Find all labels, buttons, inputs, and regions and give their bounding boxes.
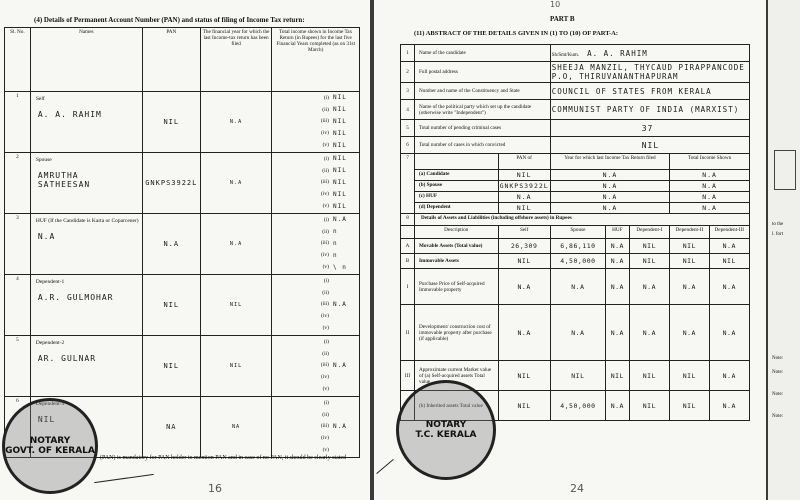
income-subrow bbox=[272, 153, 359, 165]
assets-value: 4,50,000 bbox=[550, 391, 605, 421]
edge-text-2: l. fort bbox=[772, 232, 784, 237]
year-index: (i) bbox=[323, 216, 329, 223]
year-index: (iii) bbox=[320, 301, 329, 308]
assets-value: NIL bbox=[670, 254, 709, 269]
row-fy-value: NA bbox=[200, 397, 272, 458]
income-subrow bbox=[272, 322, 359, 334]
abstract-value: NIL bbox=[641, 140, 660, 150]
assets-desc: Approximate current Market value of (a) Self-acquired assets Total value bbox=[415, 361, 499, 391]
pan-row bbox=[401, 192, 750, 203]
row-name-value: AR. GULNAR bbox=[37, 354, 97, 363]
row-pan-value: NIL bbox=[142, 275, 200, 336]
year-index: (ii) bbox=[322, 350, 329, 357]
income-value: N.A bbox=[333, 361, 347, 369]
left-footnote: (PAN) is mandatory for PAN holder to mention PAN and in case of no PAN, it should be clearly stated bbox=[100, 455, 347, 461]
income-subrow bbox=[272, 371, 359, 383]
pan-row-year: N.A bbox=[550, 192, 670, 203]
assets-value: NIL bbox=[670, 361, 709, 391]
abstract-value-cell bbox=[550, 120, 749, 137]
pan-row-pan: NIL bbox=[498, 170, 550, 181]
blank-cell bbox=[415, 154, 499, 170]
assets-value: NIL bbox=[670, 391, 709, 421]
income-subrow bbox=[272, 214, 359, 226]
row-name-value: AMRUTHA SATHEESAN bbox=[37, 171, 91, 189]
income-subrow bbox=[272, 165, 359, 177]
row-name-value: NIL bbox=[37, 415, 56, 424]
edge-note-4: Note: bbox=[772, 414, 784, 419]
income-subrow bbox=[272, 188, 359, 200]
income-subrow bbox=[272, 421, 359, 433]
year-index: (ii) bbox=[322, 228, 329, 235]
income-subrow bbox=[272, 127, 359, 139]
year-index: (ii) bbox=[322, 411, 329, 418]
income-subrow bbox=[272, 409, 359, 421]
pan-header-row bbox=[401, 154, 750, 170]
assets-value: N.A bbox=[629, 269, 670, 305]
assets-value: N.A bbox=[709, 269, 750, 305]
income-col-header: Total Income Shown bbox=[670, 154, 750, 170]
abstract-value-cell bbox=[550, 83, 749, 100]
abstract-value-cell bbox=[550, 62, 749, 83]
pan-row-year: N.A bbox=[550, 203, 670, 214]
assets-value: N.A bbox=[606, 239, 629, 254]
row-number: 4 bbox=[5, 275, 31, 336]
income-subrow bbox=[272, 177, 359, 189]
assets-value: N.A bbox=[709, 305, 750, 361]
next-page-edge bbox=[768, 0, 800, 500]
assets-value: N.A bbox=[670, 269, 709, 305]
assets-desc: Development/ construction cost of immovable property after purchase (if applicable) bbox=[415, 305, 499, 361]
year-index: (ii) bbox=[322, 289, 329, 296]
row-fy-value: NIL bbox=[200, 336, 272, 397]
assets-row bbox=[401, 305, 750, 361]
left-heading: (4) Details of Permanent Account Number (PAN) and status of filing of Income Tax return: bbox=[34, 16, 305, 24]
abstract-label: Name of the candidate bbox=[415, 45, 551, 62]
assets-value: N.A bbox=[498, 269, 550, 305]
abstract-number: 7 bbox=[401, 154, 415, 214]
year-index: (ii) bbox=[322, 106, 329, 113]
stamp-text-right: NOTARY T.C. KERALA bbox=[415, 420, 477, 440]
edge-note-1: Note: bbox=[772, 356, 784, 361]
income-value: NIL bbox=[333, 202, 347, 210]
income-value: N.A bbox=[333, 300, 347, 308]
row-income-cell bbox=[272, 397, 360, 458]
row-fy-value: N.A bbox=[200, 153, 272, 214]
pan-col-header: PAN of bbox=[498, 154, 550, 170]
income-subrow bbox=[272, 92, 359, 104]
assets-value: NIL bbox=[629, 391, 670, 421]
row-number: 3 bbox=[5, 214, 31, 275]
income-subrow bbox=[272, 299, 359, 311]
assets-value: NIL bbox=[670, 239, 709, 254]
abstract-value: A. A. RAHIM bbox=[587, 48, 648, 58]
row-label: Dependent-1 bbox=[35, 279, 65, 285]
assets-value: N.A bbox=[709, 391, 750, 421]
income-subrow bbox=[272, 226, 359, 238]
income-subrow bbox=[272, 336, 359, 348]
abstract-value-cell bbox=[550, 100, 749, 120]
income-value: \ n bbox=[333, 263, 347, 271]
year-index: (iii) bbox=[320, 118, 329, 125]
signature-mark bbox=[94, 474, 154, 483]
col-slno: Sl. No. bbox=[5, 28, 31, 92]
pan-row-label: (d) Dependent bbox=[415, 203, 499, 214]
abstract-number: 1 bbox=[401, 45, 415, 62]
assets-col-header: Dependent-II bbox=[670, 226, 709, 239]
income-subrow bbox=[272, 261, 359, 273]
year-index: (iv) bbox=[321, 252, 329, 259]
abstract-number: 5 bbox=[401, 120, 415, 137]
assets-col-header: Self bbox=[498, 226, 550, 239]
row-names-cell bbox=[30, 153, 142, 214]
pan-status-table bbox=[4, 27, 360, 458]
pan-row-pan: N.A bbox=[498, 192, 550, 203]
row-number: 6 bbox=[5, 397, 31, 458]
assets-value: NIL bbox=[629, 254, 670, 269]
year-col-header: Year for which last Income Tax Return filed bbox=[550, 154, 670, 170]
assets-code: B bbox=[401, 254, 415, 269]
assets-value: N.A bbox=[498, 305, 550, 361]
assets-code: A bbox=[401, 239, 415, 254]
abstract-number: 8 bbox=[401, 214, 415, 226]
assets-desc: Purchase Price of Self-acquired Immovable property bbox=[415, 269, 499, 305]
row-label: Dependent-3 bbox=[35, 401, 65, 407]
income-value: NIL bbox=[333, 167, 347, 175]
pan-row-year: N.A bbox=[550, 181, 670, 192]
blank-cell bbox=[401, 226, 415, 239]
year-index: (iv) bbox=[321, 435, 329, 442]
row-income-cell bbox=[272, 92, 360, 153]
assets-value: NIL bbox=[606, 361, 629, 391]
abstract-value: COUNCIL OF STATES FROM KERALA bbox=[551, 86, 712, 96]
income-subrow bbox=[272, 275, 359, 287]
income-subrow bbox=[272, 432, 359, 444]
income-value: NIL bbox=[333, 117, 347, 125]
pan-row-pan: GNKPS3922L bbox=[499, 182, 549, 190]
abstract-value: SHEEJA MANZIL, THYCAUD PIRAPPANCODE P.O, THIRUVANANTHAPURAM bbox=[551, 63, 745, 81]
income-value: NIL bbox=[333, 129, 347, 137]
edge-note-2: Note: bbox=[772, 370, 784, 375]
year-index: (v) bbox=[322, 142, 329, 149]
assets-col-header: Description bbox=[415, 226, 499, 239]
income-value: NIL bbox=[333, 178, 347, 186]
income-value: n bbox=[333, 239, 338, 247]
signature-mark-right bbox=[376, 459, 393, 474]
assets-col-header: HUF bbox=[606, 226, 629, 239]
assets-value: N.A bbox=[606, 254, 629, 269]
row-pan-value: N.A bbox=[142, 214, 200, 275]
abstract-heading: (11) ABSTRACT OF THE DETAILS GIVEN IN (1) TO (10) OF PART-A: bbox=[414, 30, 619, 37]
row-names-cell bbox=[30, 92, 142, 153]
abstract-value: COMMUNIST PARTY OF INDIA (MARXIST) bbox=[551, 105, 740, 114]
pan-row-label: (b) Spouse bbox=[415, 181, 499, 192]
assets-code: II bbox=[401, 305, 415, 361]
abstract-label: Full postal address bbox=[415, 62, 551, 83]
row-fy-value: N.A bbox=[200, 214, 272, 275]
assets-row bbox=[401, 239, 750, 254]
assets-value: 26,309 bbox=[498, 239, 550, 254]
row-name-value: A. A. RAHIM bbox=[37, 110, 102, 119]
assets-value: NIL bbox=[550, 361, 605, 391]
assets-value: 4,50,000 bbox=[550, 254, 605, 269]
row-names-cell bbox=[30, 275, 142, 336]
year-index: (iv) bbox=[321, 374, 329, 381]
pan-row-pan: NIL bbox=[498, 203, 550, 214]
income-value: NIL bbox=[333, 190, 347, 198]
edge-text-1: to the bbox=[772, 222, 784, 227]
row-income-cell bbox=[272, 214, 360, 275]
right-top-number: 10 bbox=[550, 0, 561, 9]
row-name-value: A.R. GULMOHAR bbox=[37, 293, 114, 302]
abstract-row bbox=[401, 45, 750, 62]
table-row bbox=[5, 92, 360, 153]
row-number: 5 bbox=[5, 336, 31, 397]
abstract-row bbox=[401, 62, 750, 83]
income-subrow bbox=[272, 383, 359, 395]
assets-row bbox=[401, 269, 750, 305]
year-index: (i) bbox=[323, 338, 329, 345]
row-label: Self bbox=[35, 96, 45, 102]
year-index: (i) bbox=[323, 94, 329, 101]
income-subrow bbox=[272, 116, 359, 128]
assets-col-header: Dependent-I bbox=[629, 226, 670, 239]
income-value: n bbox=[333, 228, 338, 236]
pan-row-income: N.A bbox=[670, 192, 750, 203]
assets-value: NIL bbox=[498, 254, 550, 269]
abstract-row bbox=[401, 83, 750, 100]
abstract-number: 6 bbox=[401, 137, 415, 154]
assets-value: NIL bbox=[629, 239, 670, 254]
row-label: Dependent-2 bbox=[35, 340, 65, 346]
row-number: 2 bbox=[5, 153, 31, 214]
year-index: (v) bbox=[322, 264, 329, 271]
pan-row-label: (a) Candidate bbox=[415, 170, 499, 181]
abstract-value-cell bbox=[550, 137, 749, 154]
assets-col-header: Dependent-III bbox=[709, 226, 750, 239]
abstract-number: 4 bbox=[401, 100, 415, 120]
table-row bbox=[5, 153, 360, 214]
notary-stamp bbox=[2, 398, 98, 494]
abstract-row bbox=[401, 100, 750, 120]
row-pan-value: NIL bbox=[142, 336, 200, 397]
income-subrow bbox=[272, 397, 359, 409]
assets-title-row bbox=[401, 214, 750, 226]
year-index: (v) bbox=[322, 325, 329, 332]
row-number: 1 bbox=[5, 92, 31, 153]
year-index: (iii) bbox=[320, 423, 329, 430]
income-value: NIL bbox=[333, 94, 347, 102]
assets-header-row bbox=[401, 226, 750, 239]
income-subrow bbox=[272, 348, 359, 360]
income-subrow bbox=[272, 310, 359, 322]
assets-code: III bbox=[401, 361, 415, 391]
pan-row-income: N.A bbox=[670, 170, 750, 181]
pan-row-income: N.A bbox=[670, 181, 750, 192]
abstract-value-cell bbox=[550, 45, 749, 62]
assets-value: N.A bbox=[709, 361, 750, 391]
pan-row bbox=[401, 203, 750, 214]
assets-value: NIL bbox=[629, 361, 670, 391]
assets-value: N.A bbox=[550, 305, 605, 361]
income-value: N.A bbox=[333, 422, 347, 430]
income-subrow bbox=[272, 249, 359, 261]
assets-value: N.A bbox=[709, 239, 750, 254]
row-fy-value: N.A bbox=[200, 92, 272, 153]
notary-stamp-right bbox=[396, 380, 496, 480]
row-name-value: N.A bbox=[37, 232, 56, 241]
assets-value: NIL bbox=[498, 361, 550, 391]
left-page bbox=[0, 0, 370, 500]
year-index: (v) bbox=[322, 203, 329, 210]
assets-value: N.A bbox=[606, 391, 629, 421]
year-index: (i) bbox=[323, 399, 329, 406]
pan-row-label: (c) HUF bbox=[415, 192, 499, 203]
assets-value: N.A bbox=[629, 305, 670, 361]
row-pan-value: NA bbox=[142, 397, 200, 458]
year-index: (ii) bbox=[322, 167, 329, 174]
left-page-number: 16 bbox=[208, 482, 222, 495]
income-subrow bbox=[272, 360, 359, 372]
year-index: (v) bbox=[322, 447, 329, 454]
assets-value: NIL bbox=[709, 254, 750, 269]
row-pan-value: GNKPS3922L bbox=[142, 153, 200, 214]
assets-desc: Movable Assets (Total value) bbox=[415, 239, 499, 254]
year-index: (iv) bbox=[321, 130, 329, 137]
abstract-row bbox=[401, 137, 750, 154]
assets-value: NIL bbox=[498, 391, 550, 421]
assets-value: N.A bbox=[670, 305, 709, 361]
table-row bbox=[5, 336, 360, 397]
income-value: N.A bbox=[333, 216, 347, 224]
pan-row-income: N.A bbox=[670, 203, 750, 214]
income-value: NIL bbox=[333, 141, 347, 149]
row-income-cell bbox=[272, 275, 360, 336]
assets-desc: (b) Inherited assets Total value bbox=[415, 391, 499, 421]
abstract-label: Name of the political party which set up the candidate (otherwise write "Independent") bbox=[415, 100, 551, 120]
abstract-value: 37 bbox=[641, 123, 654, 133]
abstract-table bbox=[400, 44, 750, 421]
year-index: (iii) bbox=[320, 240, 329, 247]
abstract-label: Total number of pending criminal cases bbox=[415, 120, 551, 137]
income-value: NIL bbox=[333, 155, 347, 163]
row-income-cell bbox=[272, 153, 360, 214]
row-income-cell bbox=[272, 336, 360, 397]
pan-row-year: N.A bbox=[550, 170, 670, 181]
year-index: (iv) bbox=[321, 191, 329, 198]
income-subrow bbox=[272, 200, 359, 212]
assets-value: N.A bbox=[550, 269, 605, 305]
row-label: Spouse bbox=[35, 157, 52, 163]
assets-code: I bbox=[401, 269, 415, 305]
row-fy-value: NIL bbox=[200, 275, 272, 336]
part-b-label: PART B bbox=[550, 15, 575, 23]
assets-row bbox=[401, 254, 750, 269]
edge-note-3: Note: bbox=[772, 392, 784, 397]
row-label: HUF (If the Candidate is Karta or Coparcener) bbox=[35, 218, 139, 224]
pan-row bbox=[401, 181, 750, 192]
pan-row bbox=[401, 170, 750, 181]
year-index: (iv) bbox=[321, 313, 329, 320]
stamp-text: NOTARY GOVT. OF KERALA bbox=[5, 436, 95, 456]
col-fy: The financial year for which the last Income-tax return has been filed bbox=[200, 28, 272, 92]
name-prefix: Sh/Smt/Kum. bbox=[551, 52, 580, 58]
row-pan-value: NIL bbox=[142, 92, 200, 153]
income-subrow bbox=[272, 104, 359, 116]
year-index: (iii) bbox=[320, 179, 329, 186]
assets-value: 6,86,110 bbox=[550, 239, 605, 254]
assets-value: N.A bbox=[606, 305, 629, 361]
income-subrow bbox=[272, 238, 359, 250]
table-row bbox=[5, 214, 360, 275]
year-index: (iii) bbox=[320, 362, 329, 369]
col-names: Names bbox=[30, 28, 142, 92]
col-income: Total income shown in Income Tax Return (in Rupees) for the last five Financial Years completed (as on 31st March) bbox=[272, 28, 360, 92]
right-page-number: 24 bbox=[570, 482, 584, 495]
income-value: NIL bbox=[333, 106, 347, 114]
abstract-number: 2 bbox=[401, 62, 415, 83]
income-subrow bbox=[272, 139, 359, 151]
income-value: n bbox=[333, 251, 338, 259]
abstract-label: Number and name of the Constituency and State bbox=[415, 83, 551, 100]
abstract-number: 3 bbox=[401, 83, 415, 100]
edge-box bbox=[774, 150, 796, 190]
abstract-label: Total number of cases in which convicted bbox=[415, 137, 551, 154]
assets-value: N.A bbox=[606, 269, 629, 305]
assets-desc: Immovable Assets bbox=[415, 254, 499, 269]
row-names-cell bbox=[30, 214, 142, 275]
year-index: (v) bbox=[322, 386, 329, 393]
table-row bbox=[5, 275, 360, 336]
year-index: (i) bbox=[323, 155, 329, 162]
income-subrow bbox=[272, 287, 359, 299]
assets-title: Details of Assets and Liabilities (including offshore assets) in Rupees bbox=[415, 214, 750, 226]
assets-col-header: Spouse bbox=[550, 226, 605, 239]
row-names-cell bbox=[30, 336, 142, 397]
abstract-row bbox=[401, 120, 750, 137]
year-index: (i) bbox=[323, 277, 329, 284]
right-page bbox=[374, 0, 766, 500]
col-pan: PAN bbox=[142, 28, 200, 92]
